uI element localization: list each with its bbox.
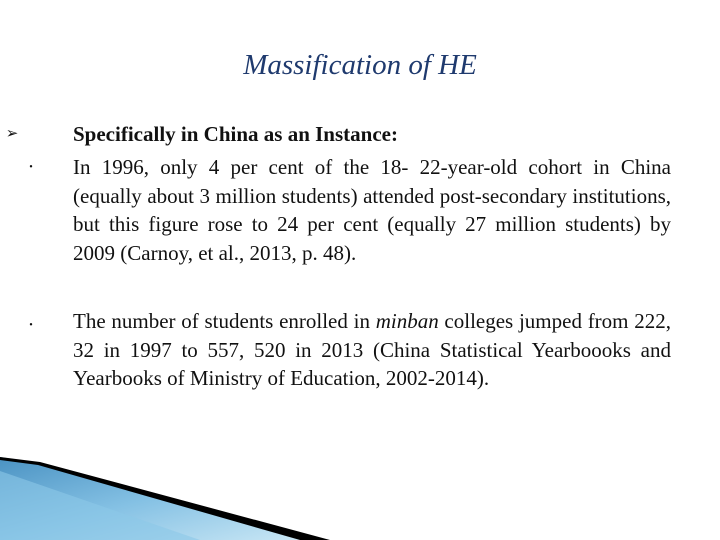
- section-heading: Specifically in China as an Instance:: [73, 122, 398, 146]
- bullet-dot-icon: •: [29, 162, 33, 173]
- bullet-dot-icon: •: [29, 320, 33, 331]
- paragraph-2-emphasis: minban: [375, 309, 439, 333]
- arrow-bullet-icon: ➢: [5, 126, 19, 142]
- slide-title: Massification of HE: [243, 49, 477, 81]
- bullet-paragraph-2: [73, 307, 671, 393]
- bullet-paragraph-1: In 1996, only 4 per cent of the 18- 22-year-old cohort in China (equally about 3 million students) attended post-secondary institutions, but this figure rose to 24 per cent (equally 27 million students) by 2009 (Carnoy, et al., 2013, p. 48).: [73, 155, 671, 265]
- paragraph-2-text-start: The number of students enrolled in: [73, 309, 376, 333]
- decorative-corner-swoosh: [0, 445, 720, 540]
- paragraph-2-text-end: colleges jumped from 222, 32 in 1997 to 557, 520 in 2013 (China Statistical Yearboooks and Yearbooks of Ministry of Education, 2002-2014).: [73, 309, 671, 390]
